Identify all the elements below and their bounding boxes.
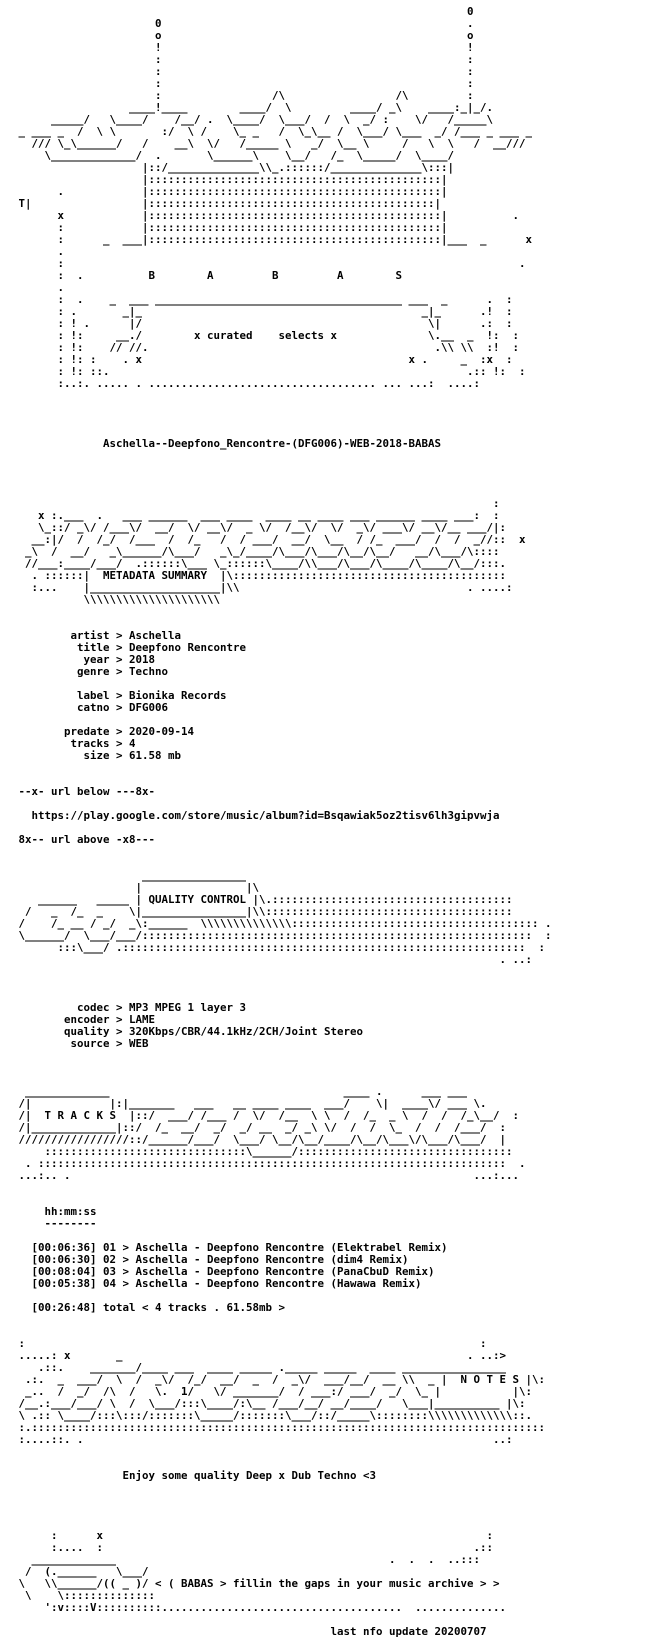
nfo-line: title > Deepfono Rencontre [12,641,247,654]
nfo-line: [00:26:48] total < 4 tracks . 61.58mb > [12,1301,286,1314]
nfo-line: :.... : .:: [12,1541,494,1554]
nfo-line: tracks > 4 [12,737,136,750]
nfo-line: . ::::::| METADATA SUMMARY |\:::::::::::::::::::::::::::::::::::::::::: [12,569,507,582]
nfo-line: \ \\______/(( _ )/ < ( BABAS > fillin the gaps in your music archive > > [12,1577,500,1590]
nfo-line: :::\___/ .:::::::::::::::::::::::::::::::::::::::::::::::::::::::::::::: : [12,941,546,954]
nfo-line [12,846,648,858]
nfo-line [12,402,648,414]
nfo-line: :... |____________________|\\ . ....: [12,581,513,594]
nfo-line: year > 2018 [12,653,156,666]
nfo-line [12,1506,648,1518]
nfo-line: Enjoy some quality Deep x Dub Techno <3 [12,1469,377,1482]
nfo-line: : . [12,257,526,270]
nfo-line: .::. _______/____ ___ ____ _____ ._____ _____ ____ ________________ [12,1361,507,1374]
nfo-line [12,1446,648,1458]
nfo-line: label > Bionika Records [12,689,227,702]
nfo-line: : |:::::::::::::::::::::::::::::::::::::::::::::| [12,221,448,234]
nfo-line [12,1482,648,1494]
nfo-line: \ \:::::::::::::: [12,1589,156,1602]
nfo-line: :::::::::::::::::::::::::::::::\______/::::::::::::::::::::::::::::::::: [12,1145,513,1158]
nfo-line: :.::::::::::::::::::::::::::::::::::::::::::::::::::::::::::::::::::::::::::::::: [12,1421,546,1434]
nfo-line [12,1194,648,1206]
nfo-line [12,414,648,426]
nfo-line: : !: __./ x curated selects x \.__ _ !: : [12,329,520,342]
nfo-line [12,966,648,978]
nfo-line: artist > Aschella [12,629,182,642]
nfo-line [12,1182,648,1194]
nfo-line: : . _ ___ ______________________________________ ___ _ . : [12,293,513,306]
nfo-line: \\\\\\\\\\\\\\\\\\\\\ [12,593,221,606]
nfo-line: hh:mm:ss [12,1205,97,1218]
nfo-line: --x- url below ---8x- [12,785,156,798]
nfo-line: x |:::::::::::::::::::::::::::::::::::::::::::::| . [12,209,520,222]
nfo-line: 0 . [12,17,474,30]
nfo-line: : x : [12,1529,494,1542]
nfo-line: : : [12,65,474,78]
nfo-line: . :::::::::::::::::::::::::::::::::::::::::::::::::::::::::::::::::::::::: . [12,1157,526,1170]
nfo-line [12,978,648,990]
nfo-line: : . _|_ _|_ .! : [12,305,513,318]
nfo-line: source > WEB [12,1037,149,1050]
nfo-line: : [12,497,500,510]
nfo-line: .....: x _ . ..:> [12,1349,507,1362]
nfo-line: :....::. . ..: [12,1433,513,1446]
nfo-line: / /_ __ / _/ _\:______ \\\\\\\\\\\\\\:::::::::::::::::::::::::::::::::::::: . [12,917,552,930]
nfo-line: o o [12,29,474,42]
nfo-line: /////////////////::/______/___/ \___/ \__/\__/____/\__/\___\/\___/\___/ | [12,1133,507,1146]
nfo-line [12,462,648,474]
nfo-line: x :.___ . ___ ______ ___ ____ ____ __ ____ ___ ______ ____ ___: : [12,509,500,522]
nfo-line: [00:08:04] 03 > Aschella - Deepfono Rencontre (PanaCbuD Remix) [12,1265,435,1278]
nfo-line: ______ _____ | QUALITY CONTROL |\.::::::::::::::::::::::::::::::::::::: [12,893,513,906]
nfo-line: : !: // //. .\\ \\ :! : [12,341,520,354]
nfo-line: 0 [12,6,474,18]
nfo-line: . ..: [12,953,533,966]
nfo-line: /// \_\______/ / __\ \/ /_____ \ _/ \__ \ / \ \ / __/// [12,137,526,150]
nfo-line: -------- [12,1217,97,1230]
nfo-line: __:|/ / /_/ /___ / /_ / / ___/ __/ \__ / /_ ___/ / / _//:: x [12,533,526,546]
nfo-line: size > 61.58 mb [12,749,182,762]
nfo-line: Aschella--Deepfono_Rencontre-(DFG006)-WEB-2018-BABAS [12,437,442,450]
nfo-line: _____/ \____/ /__/ . \____/ \___/ / \ _/ : \/ /_____\ [12,113,494,126]
nfo-line: /| |:|_______ ___ __ ____ ____ ___/ \| ____\/ ___ \. [12,1097,487,1110]
nfo-line [12,1494,648,1506]
nfo-line: /__.:___/___/ \ / \___/:::\____/:\__ /___/__/ __/____/ \___|__________ |\: [12,1397,526,1410]
nfo-line: : : [12,1337,487,1350]
nfo-line [12,474,648,486]
nfo-line: \______/ \___/___/:::::::::::::::::::::::::::::::::::::::::::::::::::::::::::: : [12,929,552,942]
nfo-line: https://play.google.com/store/music/album?id=Bsqawiak5oz2tisv6lh3gipvwja [12,809,500,822]
nfo-line: .:. _ ___/ \ / _\/ /_/ __/ _ / _\/ ___/__/ __ \\ _ | N O T E S |\: [12,1373,546,1386]
nfo-line: . [12,281,65,294]
nfo-line [12,606,648,618]
nfo-line: / _ /_ _ \|________________|\\:::::::::::::::::::::::::::::::::::::: [12,905,513,918]
nfo-line [12,1062,648,1074]
nfo-line: [00:05:38] 04 > Aschella - Deepfono Rencontre (Hawawa Remix) [12,1277,422,1290]
nfo-line: quality > 320Kbps/CBR/44.1kHz/2CH/Joint Stereo [12,1025,364,1038]
nfo-line: codec > MP3 MPEG 1 layer 3 [12,1001,247,1014]
nfo-line: _____________ . . . ..::: [12,1553,481,1566]
nfo-line: _ ___ _ / \ \ :/ \ / \_ _ / \_\__ / \___/ \___ _/ /___ _ ___ _ [12,125,533,138]
nfo-line: ________________ [12,869,247,882]
nfo-line: : : [12,53,474,66]
nfo-line: catno > DFG006 [12,701,169,714]
nfo-line: | |\ [12,881,260,894]
nfo-line [12,1314,648,1326]
nfo-line: : !: ::. .:: !: : [12,365,526,378]
nfo-line: : . B A B A S [12,269,403,282]
nfo-line: ':v::::V::::::::::..................................... .............. [12,1601,507,1614]
nfo-line: |::/______________\\_.::::::/______________\:::| [12,161,455,174]
nfo-line [12,1050,648,1062]
nfo-line: \_::/ _\/ /___\/ __/ \/ __\/ _ \/ /__\/ \/ _\/ ___\/ __\/__ ___/|: [12,521,507,534]
nfo-line: last nfo update 20200707 [12,1625,487,1638]
nfo-line: \ .:: \____/:::\:::/:::::::\_____/:::::::\___/::/_____\::::::::\\\\\\\\\\\\\::. [12,1409,533,1422]
nfo-line: genre > Techno [12,665,169,678]
nfo-line: |:::::::::::::::::::::::::::::::::::::::::::::| [12,173,448,186]
nfo-line: . [12,245,65,258]
nfo-line: _____________ ____ . ___ ___ [12,1085,468,1098]
nfo-line [12,390,648,402]
nfo-line: ...:.. . ...:... [12,1169,520,1182]
nfo-line: /|_____________|::/ /_ __/ _/ _/ __ _/ _\ \/ / / \_ / / /___/ : [12,1121,507,1134]
nfo-line: predate > 2020-09-14 [12,725,195,738]
nfo-line: : ! . |/ \| .: : [12,317,513,330]
nfo-line: [00:06:36] 01 > Aschella - Deepfono Rencontre (Elektrabel Remix) [12,1241,448,1254]
nfo-line: [00:06:30] 02 > Aschella - Deepfono Rencontre (dim4 Remix) [12,1253,409,1266]
nfo-line: ! ! [12,41,474,54]
nfo-line: / (.______ \___/ [12,1565,149,1578]
nfo-line [12,1614,648,1626]
nfo-line: 8x-- url above -x8--- [12,833,156,846]
nfo-line [12,450,648,462]
nfo-line: : /\ /\ : [12,89,474,102]
nfo-line: \_____________/ . \______\ \__/ /_ \_____/ \____/ [12,149,455,162]
nfo-line: ____!____ ____/ \ ____/ _\ ____:_|_/. [12,101,494,114]
nfo-line: . |:::::::::::::::::::::::::::::::::::::::::::::| [12,185,448,198]
nfo-document [0,6,648,1638]
nfo-line: _\ / __/ _\______/\___/ _\_/____/\___/\___/\__/\__/ __/\___/\:::: [12,545,500,558]
nfo-line: :..:. ..... . ................................... ... ...: ....: [12,377,481,390]
nfo-line: /| T R A C K S |::/ ___/ /___ / \/ /__ \ \ / /_ _ \ / / /_\__/ : [12,1109,520,1122]
nfo-line: _.. / _/ /\ / \. 1/ \/ _______/ / ___:/ ___/ _/ \_ | |\: [12,1385,533,1398]
nfo-line: //___:____/___/ .::::::\___ \_::::::\____/\\___/\___/\____/\____/\__/:::. [12,557,507,570]
nfo-line: : !: : . x x . _ :x : [12,353,513,366]
nfo-line: T| |::::::::::::::::::::::::::::::::::::::::::::| [12,197,442,210]
nfo-line [12,762,648,774]
nfo-line: : _ ___|:::::::::::::::::::::::::::::::::::::::::::::|___ _ x [12,233,533,246]
nfo-line: encoder > LAME [12,1013,156,1026]
nfo-line: : : [12,77,474,90]
